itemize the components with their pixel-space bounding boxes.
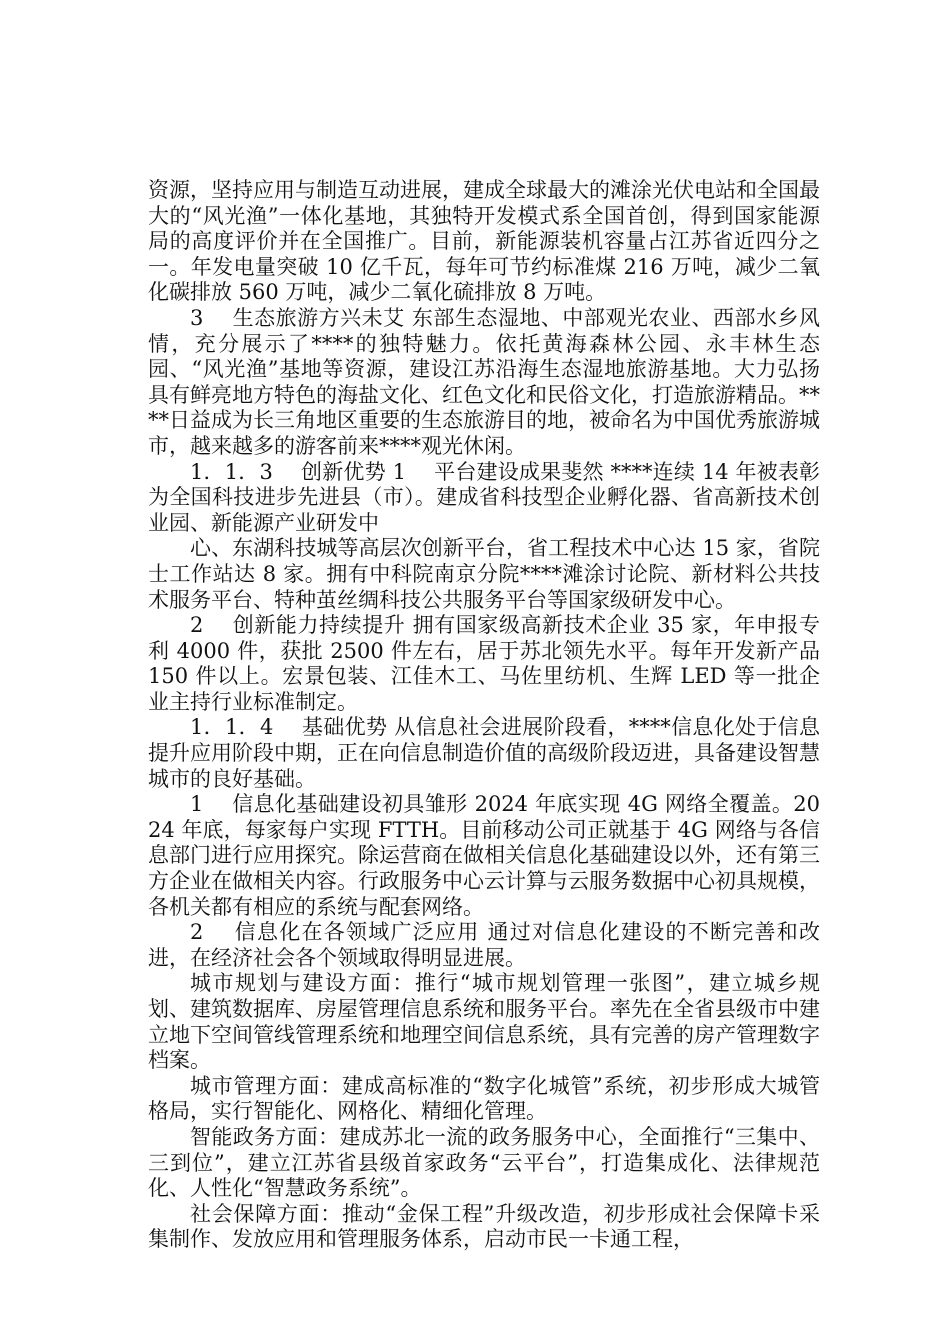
paragraph: 城市管理方面：建成高标准的“数字化城管”系统，初步形成大城管格局，实行智能化、网格化、精细化管理。 [148, 1073, 820, 1124]
document-body [148, 178, 820, 1253]
paragraph: 1．1．3 创新优势 1 平台建设成果斐然 ****连续 14 年被表彰为全国科技进步先进县（市）。建成省科技型企业孵化器、省高新技术创业园、新能源产业研发中 [148, 459, 820, 535]
paragraph: 1 信息化基础建设初具雏形 2024 年底实现 4G 网络全覆盖。2024 年底，每家每户实现 FTTH。目前移动公司正就基于 4G 网络与各信息部门进行应用探究。除运营商在做相关信息化基础建设以外，还有第三方企业在做相关内容。行政服务中心云计算与云服务数据中心初具规模，各机关都有相应的系统与配套网络。 [148, 792, 820, 919]
paragraph: 1．1．4 基础优势 从信息社会进展阶段看，****信息化处于信息提升应用阶段中期，正在向信息制造价值的高级阶段迈进，具备建设智慧城市的良好基础。 [148, 715, 820, 791]
paragraph: 2 创新能力持续提升 拥有国家级高新技术企业 35 家，年申报专利 4000 件，获批 2500 件左右，居于苏北领先水平。每年开发新产品 150 件以上。宏景包装、江佳木工、马佐里纺机、生辉 LED 等一批企业主持行业标准制定。 [148, 613, 820, 714]
paragraph: 社会保障方面：推动“金保工程”升级改造，初步形成社会保障卡采集制作、发放应用和管理服务体系，启动市民一卡通工程， [148, 1201, 820, 1252]
paragraph: 智能政务方面：建成苏北一流的政务服务中心，全面推行“三集中、三到位”，建立江苏省县级首家政务“云平台”，打造集成化、法律规范化、人性化“智慧政务系统”。 [148, 1124, 820, 1201]
paragraph: 资源，坚持应用与制造互动进展，建成全球最大的滩涂光伏电站和全国最大的“风光渔”一体化基地，其独特开发模式系全国首创，得到国家能源局的高度评价并在全国推广。目前，新能源装机容量占江苏省近四分之一。年发电量突破 10 亿千瓦，每年可节约标准煤 216 万吨，减少二氧化碳排放 560 万吨，减少二氧化硫排放 8 万吨。 [148, 178, 820, 305]
paragraph: 3 生态旅游方兴未艾 东部生态湿地、中部观光农业、西部水乡风情，充分展示了****的独特魅力。依托黄海森林公园、永丰林生态园、“风光渔”基地等资源，建设江苏沿海生态湿地旅游基地。大力弘扬具有鲜亮地方特色的海盐文化、红色文化和民俗文化，打造旅游精品。****日益成为长三角地区重要的生态旅游目的地，被命名为中国优秀旅游城市，越来越多的游客前来****观光休闲。 [148, 305, 820, 458]
paragraph: 2 信息化在各领域广泛应用 通过对信息化建设的不断完善和改进，在经济社会各个领域取得明显进展。 [148, 920, 820, 970]
paragraph: 城市规划与建设方面：推行“城市规划管理一张图”，建立城乡规划、建筑数据库、房屋管理信息系统和服务平台。率先在全省县级市中建立地下空间管线管理系统和地理空间信息系统，具有完善的房产管理数字档案。 [148, 971, 820, 1073]
paragraph: 心、东湖科技城等高层次创新平台，省工程技术中心达 15 家，省院士工作站达 8 家。拥有中科院南京分院****滩涂讨论院、新材料公共技术服务平台、特种茧丝绸科技公共服务平台等国家级研发中心。 [148, 536, 820, 612]
